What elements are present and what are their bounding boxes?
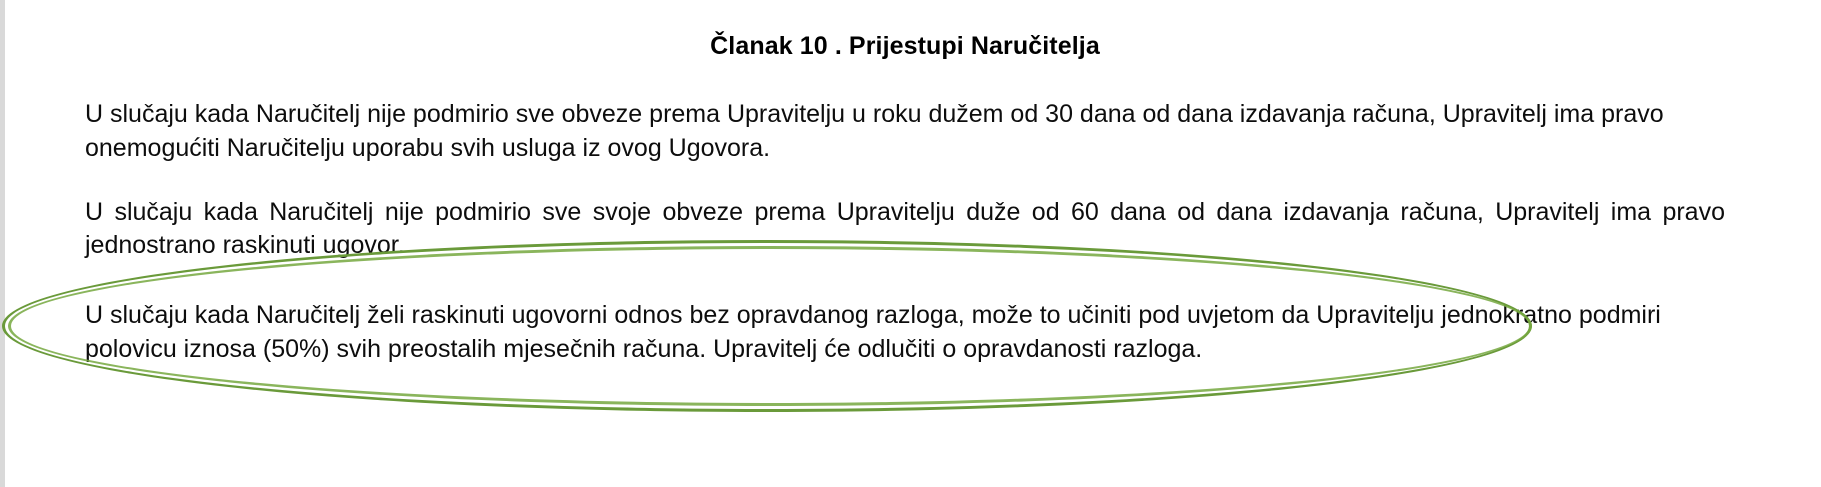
document-body	[85, 0, 1725, 487]
paragraph-2: U slučaju kada Naručitelj nije podmirio sve svoje obveze prema Upravitelju duže od 60 dana od dana izdavanja računa, Upravitelj ima pravo jednostrano raskinuti ugovor.	[85, 197, 1725, 260]
paragraph-1: U slučaju kada Naručitelj nije podmirio sve obveze prema Upravitelju u roku dužem od 30 dana od dana izdavanja računa, Upravitelj ima pravo onemogućiti Naručitelju uporabu svih usluga iz ovog Ugovora.	[85, 100, 1664, 162]
paragraph-3: U slučaju kada Naručitelj želi raskinuti ugovorni odnos bez opravdanog razloga, može to učiniti pod uvjetom da Upravitelju jednokratno podmiri polovicu iznosa (50%) svih preostalih mjesečnih računa. Upravitelj će odlučiti o opravdanosti razloga.	[85, 301, 1661, 363]
page-title: Članak 10 . Prijestupi Naručitelja	[710, 32, 1100, 60]
page-left-margin-rule	[0, 0, 5, 487]
